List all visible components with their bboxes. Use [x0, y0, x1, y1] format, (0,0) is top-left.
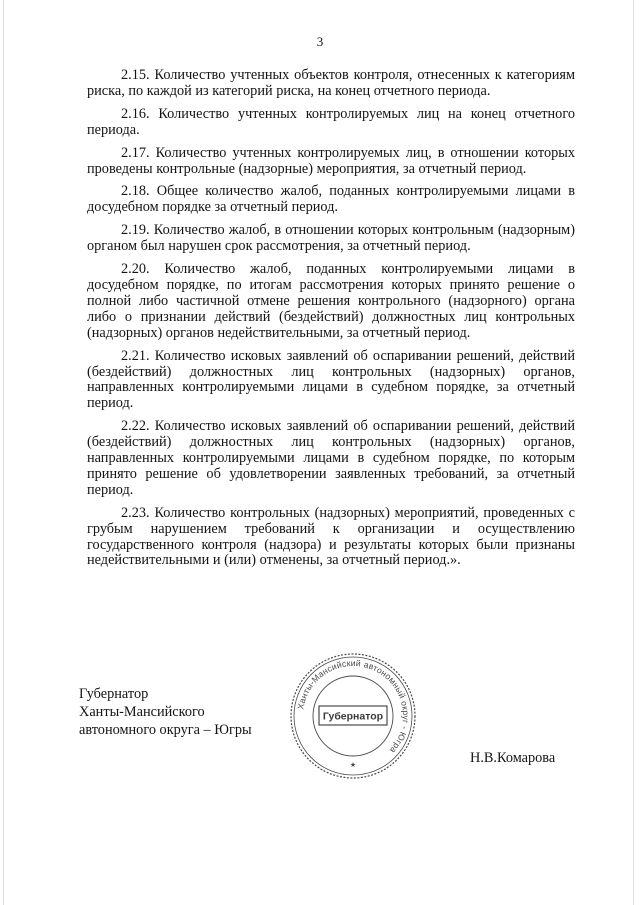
paragraph-2-20: 2.20. Количество жалоб, поданных контролируемыми лицами в досудебном порядке, по итогам рассмотрения которых принято решение о полной либо частичной отмене решения контрольного (надзорного) органа либо о признании действий (бездействий) должностных лиц контрольных (надзорных) органов недействительными, за отчетный период. [87, 261, 575, 341]
paragraph-2-15: 2.15. Количество учтенных объектов контроля, отнесенных к категориям риска, по каждой из категорий риска, на конец отчетного периода. [87, 67, 575, 99]
signatory-position-line-3: автономного округа – Югры [79, 722, 252, 738]
star-icon: ★ [349, 761, 357, 769]
document-body [87, 68, 575, 576]
paragraph-2-19: 2.19. Количество жалоб, в отношении которых контрольным (надзорным) органом был нарушен срок рассмотрения, за отчетный период. [87, 222, 575, 255]
paragraph-2-23: 2.23. Количество контрольных (надзорных) мероприятий, проведенных с грубым нарушением требований к организации и осуществлению государственного контроля (надзора) и результаты которых были признаны недействительными и (или) отменены, за отчетный период.». [87, 504, 575, 569]
paragraph-2-21: 2.21. Количество исковых заявлений об оспаривании решений, действий (бездействий) должностных лиц контрольных (надзорных) органов, направленных контролируемыми лицами в судебном порядке, за отчетный период. [87, 347, 575, 412]
paragraph-2-16: 2.16. Количество учтенных контролируемых лиц на конец отчетного периода. [87, 105, 575, 138]
signatory-name: Н.В.Комарова [470, 750, 556, 766]
seal-ring-text: Ханты-Мансийский автономный округ - Югра [295, 657, 412, 756]
seal-center-text: Губернатор [322, 710, 384, 723]
signatory-position-line-1: Губернатор [79, 686, 149, 702]
signatory-position-line-2: Ханты-Мансийского [79, 704, 205, 720]
paragraph-2-22: 2.22. Количество исковых заявлений об оспаривании решений, действий (бездействий) должностных лиц контрольных (надзорных) органов, направленных контролируемыми лицами в судебном порядке, по которым принято решение об удовлетворении заявленных требований, за отчетный период. [87, 418, 575, 498]
scan-edge-right [633, 0, 634, 905]
signatory-position [79, 685, 252, 739]
paragraph-2-17: 2.17. Количество учтенных контролируемых лиц, в отношении которых проведены контрольные (надзорные) мероприятия, за отчетный период. [87, 144, 575, 177]
official-seal [288, 651, 418, 781]
paragraph-2-18: 2.18. Общее количество жалоб, поданных контролируемыми лицами в досудебном порядке за отчетный период. [87, 183, 575, 216]
page-number: 3 [316, 34, 324, 49]
scan-edge-left [3, 0, 4, 905]
